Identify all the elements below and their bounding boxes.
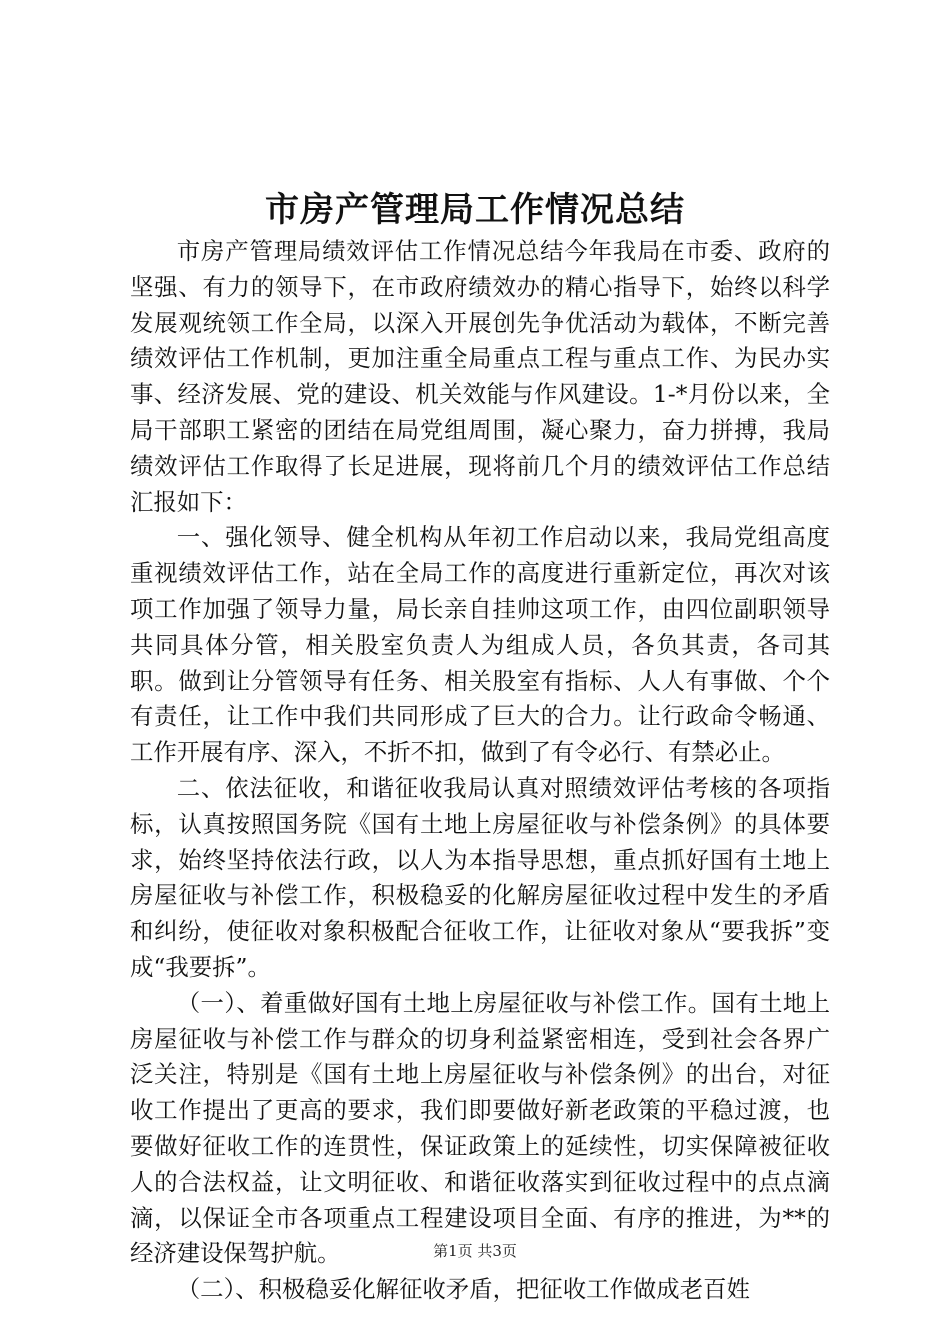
paragraph-section-1: 一、强化领导、健全机构从年初工作启动以来，我局党组高度重视绩效评估工作，站在全局工作的高度进行重新定位，再次对该项工作加强了领导力量，局长亲自挂帅这项工作，由四位副职领导共同具体分管，相关股室负责人为组成人员，各负其责，各司其职。做到让分管领导有任务、相关股室有指标、人人有事做、个个有责任，让工作中我们共同形成了巨大的合力。让行政命令畅通、工作开展有序、深入，不折不扣，做到了有令必行、有禁必止。 [130,523,830,767]
paragraph-subsection-2: （二）、积极稳妥化解征收矛盾，把征收工作做成老百姓 [176,1275,750,1304]
paragraph-section-2: 二、依法征收，和谐征收我局认真对照绩效评估考核的各项指标，认真按照国务院《国有土地上房屋征收与补偿条例》的具体要求，始终坚持依法行政，以人为本指导思想，重点抓好国有土地上房屋征收与补偿工作，积极稳妥的化解房屋征收过程中发生的矛盾和纠纷，使征收对象积极配合征收工作，让征收对象从“要我拆”变成“我要拆”。 [130,773,830,981]
document-body [130,234,830,1308]
paragraph-subsection-1: （一）、着重做好国有土地上房屋征收与补偿工作。国有土地上房屋征收与补偿工作与群众的切身利益紧密相连，受到社会各界广泛关注，特别是《国有土地上房屋征收与补偿条例》的出台，对征收工作提出了更高的要求，我们即要做好新老政策的平稳过渡，也要做好征收工作的连贯性，保证政策上的延续性，切实保障被征收人的合法权益，让文明征收、和谐征收落实到征收过程中的点点滴滴，以保证全市各项重点工程建设项目全面、有序的推进，为**的经济建设保驾护航。 [130,988,830,1268]
page-footer: 第1页 共3页 [433,1242,517,1260]
paragraph-intro: 市房产管理局绩效评估工作情况总结今年我局在市委、政府的坚强、有力的领导下，在市政府绩效办的精心指导下，始终以科学发展观统领工作全局，以深入开展创先争优活动为载体，不断完善绩效评估工作机制，更加注重全局重点工程与重点工作、为民办实事、经济发展、党的建设、机关效能与作风建设。1-*月份以来，全局干部职工紧密的团结在局党组周围，凝心聚力，奋力拼搏，我局绩效评估工作取得了长足进展，现将前几个月的绩效评估工作总结汇报如下： [130,237,830,516]
document-title: 市房产管理局工作情况总结 [265,190,685,230]
